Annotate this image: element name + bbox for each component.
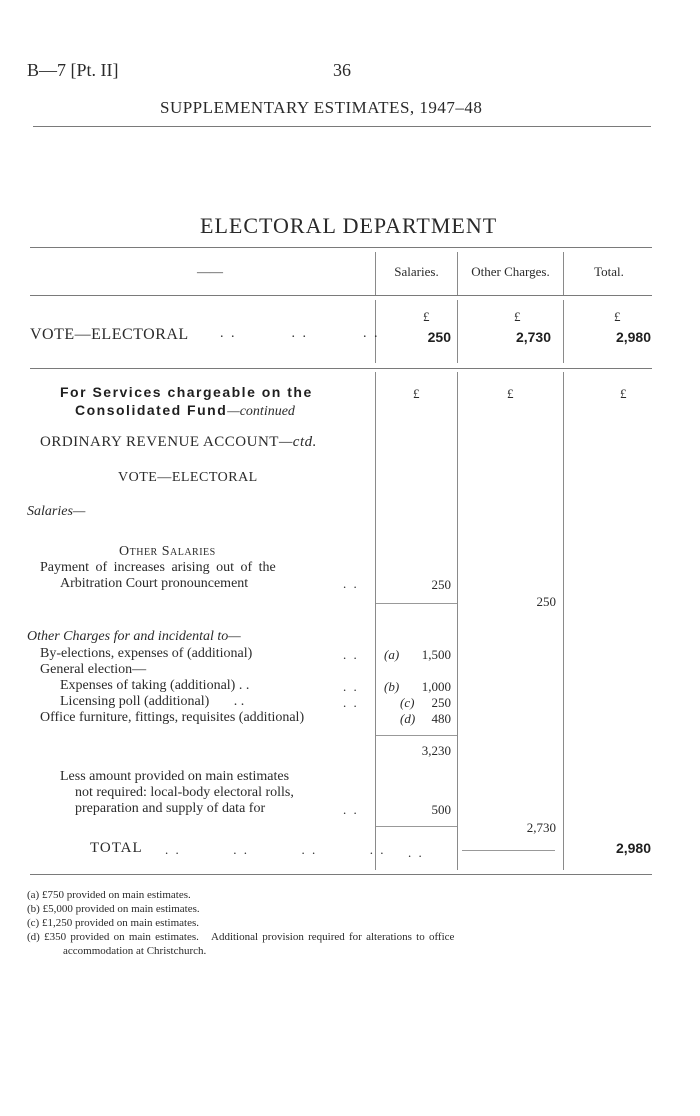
footnote: (b) £5,000 provided on main estimates.	[27, 903, 200, 915]
column-divider	[457, 372, 458, 870]
item-note: (b)	[384, 679, 400, 694]
item-amount: 1,500	[421, 647, 451, 662]
summary-salaries: 250	[427, 329, 451, 345]
summary-other-charges: 2,730	[515, 329, 551, 345]
less-line3: preparation and supply of data for	[75, 801, 266, 816]
currency-symbol: £	[514, 309, 521, 324]
column-header-blank: ——	[197, 264, 223, 279]
total-leader-dots: . . . . . . . .	[165, 842, 386, 857]
currency-symbol: £	[423, 309, 430, 324]
currency-symbol: £	[614, 309, 621, 324]
item-amount: 250	[431, 695, 451, 710]
less-line2: not required: local-body electoral rolls,	[75, 785, 294, 800]
item-amount: 480	[431, 711, 451, 726]
payment-line1: Payment of increases arising out of the	[40, 560, 276, 575]
account-name: ORDINARY REVENUE ACCOUNT	[40, 434, 279, 450]
account-heading	[40, 434, 317, 451]
item-label: Licensing poll (additional) . .	[60, 694, 245, 709]
page-number: 36	[333, 60, 351, 80]
item-amount: 1,000	[421, 679, 451, 694]
item-label: Office furniture, fittings, requisites (additional)	[40, 710, 305, 725]
summary-vote-label: VOTE—ELECTORAL	[30, 326, 189, 343]
currency-symbol: £	[620, 386, 627, 401]
table-top-rule	[30, 247, 652, 248]
header-rule	[33, 126, 651, 127]
summary-rule	[30, 368, 652, 369]
grand-total: 2,980	[615, 840, 651, 856]
salaries-heading: Salaries—	[27, 504, 86, 519]
item-leader-dots: . .	[343, 679, 359, 694]
total-label: TOTAL	[90, 840, 143, 856]
other-salaries-heading: Other Salaries	[119, 544, 216, 559]
less-leader-dots: . .	[343, 802, 359, 817]
column-header-other-charges: Other Charges.	[471, 264, 550, 279]
department-title: ELECTORAL DEPARTMENT	[200, 213, 498, 238]
footnote-continuation: accommodation at Christchurch.	[63, 945, 207, 957]
document-reference: B—7 [Pt. II]	[27, 60, 119, 80]
payment-amount: 250	[431, 577, 451, 592]
total-salaries-dots: . .	[408, 845, 424, 860]
vote-subheading: VOTE—ELECTORAL	[118, 470, 258, 485]
table-bottom-rule	[30, 874, 652, 875]
other-charges-subtotal: 2,730	[526, 820, 556, 835]
column-header-salaries: Salaries.	[394, 264, 439, 279]
subtotal-rule	[376, 735, 457, 736]
salaries-subtotal: 250	[536, 594, 556, 609]
continued-suffix: —continued	[227, 404, 295, 419]
account-suffix: —ctd.	[278, 434, 317, 450]
consolidated-fund-label: Consolidated Fund	[75, 402, 228, 418]
item-note: (a)	[384, 647, 400, 662]
total-other-charges-rule	[462, 850, 555, 851]
less-line1: Less amount provided on main estimates	[60, 769, 290, 784]
services-heading-line2	[75, 402, 295, 420]
subtotal-rule	[376, 826, 457, 827]
payment-leader-dots: . .	[343, 576, 359, 591]
subtotal-rule	[376, 603, 457, 604]
column-divider	[563, 372, 564, 870]
item-leader-dots: . .	[343, 695, 359, 710]
services-heading-line1: For Services chargeable on the	[60, 384, 313, 400]
running-title: SUPPLEMENTARY ESTIMATES, 1947–48	[160, 98, 483, 117]
column-divider	[375, 372, 376, 870]
item-label: Expenses of taking (additional) . .	[60, 678, 250, 693]
gross-total: 3,230	[421, 743, 451, 758]
footnote: (a) £750 provided on main estimates.	[27, 889, 191, 901]
footnote: (d) £350 provided on main estimates. Additional provision required for alterations to office	[27, 931, 455, 943]
other-charges-heading: Other Charges for and incidental to—	[27, 629, 241, 644]
footnote: (c) £1,250 provided on main estimates.	[27, 917, 199, 929]
less-amount: 500	[431, 802, 451, 817]
item-label: General election—	[40, 662, 147, 677]
column-header-rule	[30, 295, 652, 296]
summary-total: 2,980	[615, 329, 651, 345]
currency-symbol: £	[507, 386, 514, 401]
currency-symbol: £	[413, 386, 420, 401]
item-note: (c)	[400, 695, 415, 710]
item-note: (d)	[400, 711, 416, 726]
column-header-total: Total.	[594, 264, 624, 279]
item-leader-dots: . .	[343, 647, 359, 662]
item-label: By-elections, expenses of (additional)	[40, 646, 253, 661]
summary-leader-dots: . . . . . .	[220, 326, 380, 341]
payment-line2: Arbitration Court pronouncement	[60, 576, 249, 591]
